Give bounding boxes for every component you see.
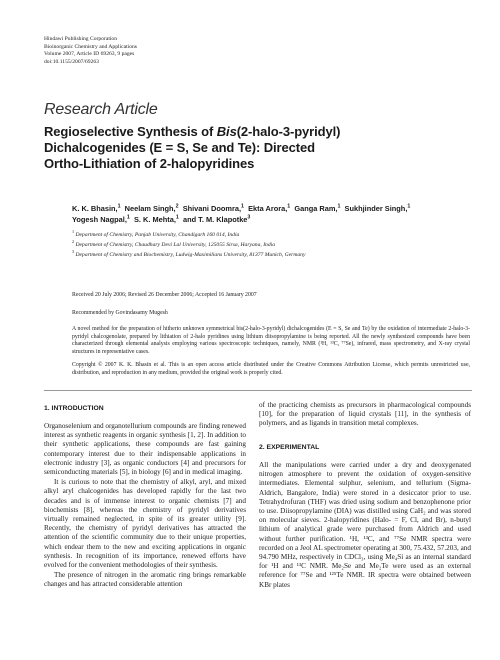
abstract-text: A novel method for the preparation of hitherto unknown symmetrical bis(2-halo-3-pyridyl) dichalcogenides (E = S, Se and Te) by the oxidation of intermediate 2-halo-3-pyridyl chalcogenolate, prepared by lithiation of 2-halo pyridines using lithium diisopropylamine is being reported. All the newly synthesized compounds have been characterized through elemental analysis employing various spectroscopic techniques, namely, NMR (¹H, ¹³C, ⁷⁷Se), infrared, mass spectrometry, and X-ray crystal structures in representative cases. <box>72 326 470 355</box>
affiliation-2: $^2$ Department of Chemistry, Chaudhary Devi Lal University, 125055 Sirsa, Haryana, India <box>72 239 275 248</box>
publication-dates: Received 20 July 2006; Revised 26 December 2006; Accepted 16 January 2007 <box>72 292 257 298</box>
copyright-notice: Copyright © 2007 K. K. Bhasin et al. This is an open access article distributed under the Creative Commons Attribution License, which permits unrestricted use, distribution, and reproduction in any medium, provided the original work is properly cited. <box>72 362 470 376</box>
introduction-heading: 1. INTRODUCTION <box>44 405 104 412</box>
recommended-by: Recommended by Govindasamy Mugesh <box>72 310 168 316</box>
intro-paragraph-cont: of the practicing chemists as precursors in pharmacological compounds [10], for the preparation of liquid crystals [11], in the synthesis of polymers, and as ligands in transition metal complexes. <box>259 401 471 428</box>
volume-info: Volume 2007, Article ID 69263, 9 pages <box>44 51 135 58</box>
doi-link[interactable]: doi:10.1155/2007/69263 <box>44 58 99 65</box>
author[interactable]: Sukhjinder Singh,$^1$ <box>344 203 411 213</box>
affiliation-3: $^3$ Department of Chemistry and Biochemistry, Ludwig-Maximilians University, 81377 Munich, Germany <box>72 249 306 258</box>
publisher-name: Hindawi Publishing Corporation <box>44 36 118 42</box>
author[interactable]: K. K. Bhasin,$^1$ <box>72 203 121 213</box>
author[interactable]: and T. M. Klapotke$^3$ <box>182 214 251 224</box>
affiliation-1: $^1$ Department of Chemistry, Panjab University, Chandigarh 160 014, India <box>72 229 240 238</box>
title-line1-pre: Regioselective Synthesis of <box>44 124 217 139</box>
section-divider <box>44 390 472 391</box>
article-title <box>44 124 464 172</box>
author[interactable]: Ekta Arora,$^1$ <box>248 203 291 213</box>
intro-paragraph-2: It is curious to note that the chemistry of alkyl, aryl, and mixed alkyl aryl chalcogenides has developed rapidly for the last two decades and is of immense interest to organic chemists [7] and biochemists [8], whereas the chemistry of pyridyl derivatives virtually remained neglected, in spite of its greater utility [9]. Recently, the chemistry of pyridyl derivatives has attracted the attention of the scientific community due to their unique properties, which endear them to the new and exciting applications in organic synthesis. In recognition of its importance, renewed efforts have evolved for the convenient methodologies of their synthesis. <box>44 478 246 570</box>
journal-header <box>44 36 137 66</box>
title-line1-italic: Bis <box>216 124 237 139</box>
title-line1-post: (2-halo-3-pyridyl) <box>236 124 341 139</box>
author[interactable]: Neelam Singh,$^2$ <box>124 203 179 213</box>
intro-paragraph-3: The presence of nitrogen in the aromatic ring brings remarkable changes and has attracted considerable attention <box>44 571 246 589</box>
author[interactable]: Shivani Doomra,$^1$ <box>182 203 244 213</box>
title-line3: Ortho-Lithiation of 2-halopyridines <box>44 156 255 171</box>
author[interactable]: Ganga Ram,$^1$ <box>294 203 341 213</box>
author-list <box>72 204 472 225</box>
title-line2: Dichalcogenides (E = S, Se and Te): Directed <box>44 140 315 155</box>
left-column <box>44 422 246 590</box>
experimental-body <box>259 461 471 590</box>
journal-name: Bioinorganic Chemistry and Applications <box>44 43 137 50</box>
author[interactable]: Yogesh Nagpal,$^1$ <box>72 214 130 224</box>
article-type-label: Research Article <box>44 101 158 118</box>
author[interactable]: S. K. Mehta,$^1$ <box>133 214 179 224</box>
right-column <box>259 401 471 429</box>
experimental-heading: 2. EXPERIMENTAL <box>259 444 320 451</box>
experimental-paragraph-1: All the manipulations were carried under a dry and deoxygenated nitrogen atmosphere to prevent the oxidation of oxygen-sensitive intermediates. Elemental sulphur, selenium, and tellurium (Sigma-Aldrich, Bangalore, India) were stored in a desiccator prior to use. Tetrahydrofuran (THF) was dried using sodium and benzophenone prior to use. Diisopropylamine (DIA) was distilled using CaH₂ and was stored on molecular sieves. 2-halopyridines (Halo- = F, Cl, and Br), n-butyl lithium of analytical grade were purchased from Aldrich and used without further purification. ¹H, ¹³C, and ⁷⁷Se NMR spectra were recorded on a Jeol AL spectrometer operating at 300, 75.432, 57.203, and 94.790 MHz, respectively in CDCl₃, using Me₄Si as an internal standard for ¹H and ¹³C NMR. Me₂Se and Me₂Te were used as an external reference for ⁷⁷Se and ¹²⁵Te NMR. IR spectra were obtained between KBr plates <box>259 461 471 589</box>
intro-paragraph-1: Organoselenium and organotellurium compounds are finding renewed interest as synthetic reagents in organic synthesis [1, 2]. In addition to their synthetic applications, these compounds are fast gaining contemporary interest due to their indispensable applications in electronic industry [3], as organic conductors [4] and precursors for semiconducting materials [5], in biology [6] and in medical imaging. <box>44 422 246 477</box>
